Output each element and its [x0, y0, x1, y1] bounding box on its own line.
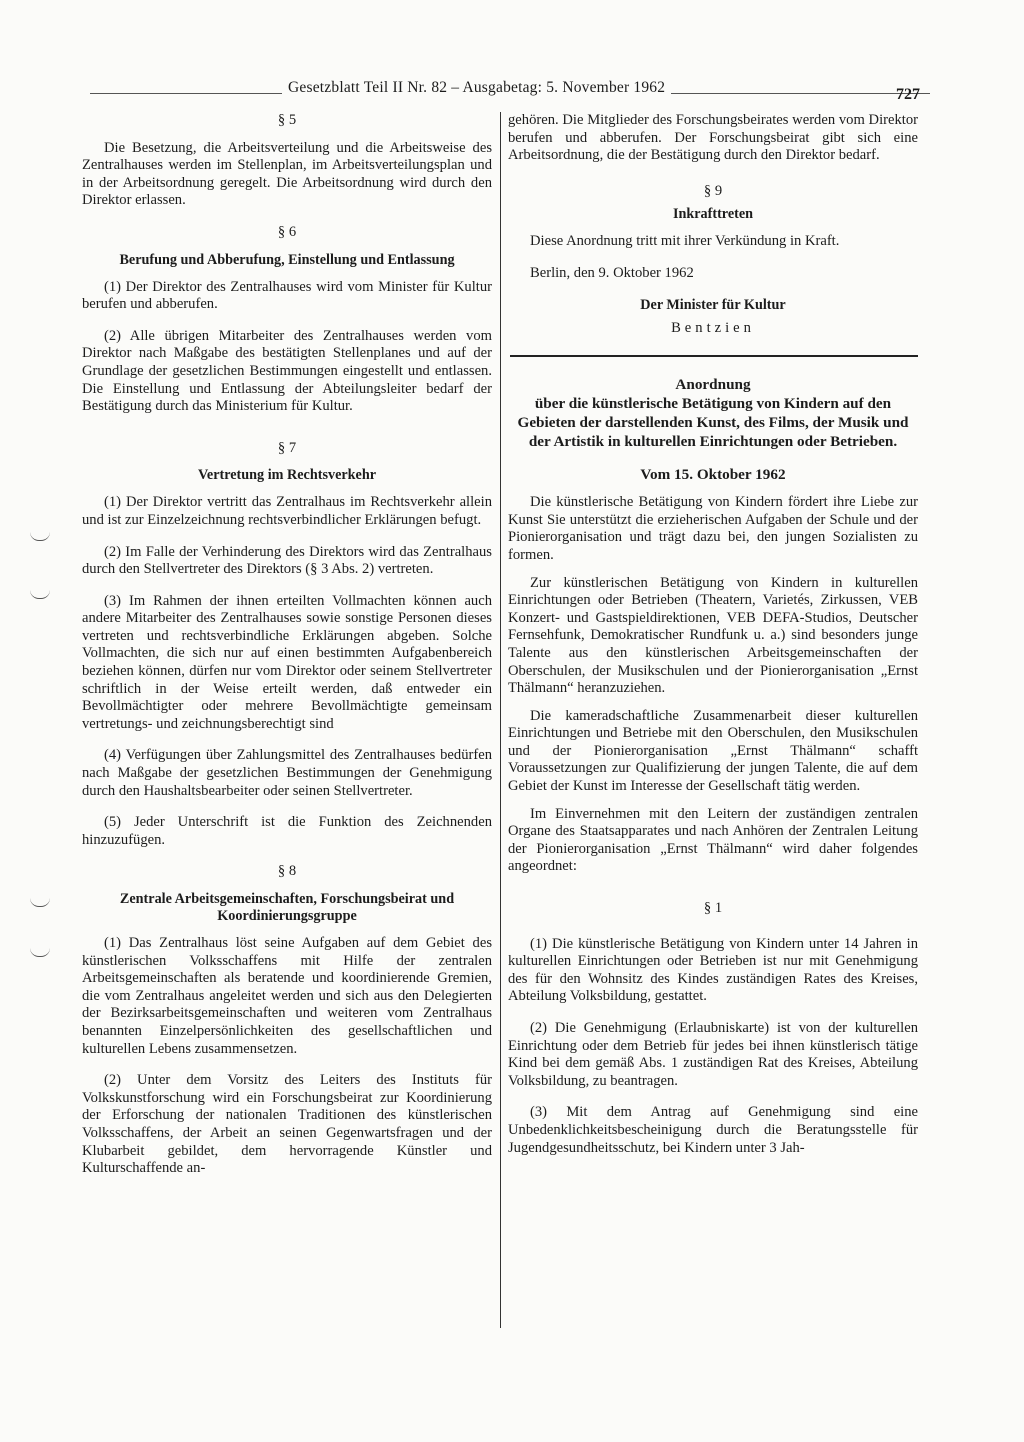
- header-text: Gesetzblatt Teil II Nr. 82 – Ausgabetag: 5. November 1962: [282, 79, 671, 97]
- page-number: 727: [896, 86, 920, 103]
- paragraph: Die Besetzung, die Arbeitsverteilung und die Arbeitsweise des Zentralhauses werden im Stellenplan, im Arbeitsverteilungsplan und in der Arbeitsordnung geregelt. Die Arbeitsordnung wird durch den Direktor erlassen.: [82, 139, 492, 209]
- section-title: § 7: [277, 439, 297, 456]
- paragraph: gehören. Die Mitglieder des Forschungsbeirates werden vom Direktor berufen und abberufen. Der Forschungsbeirat gibt sich eine Arbeitsordnung, die der Bestätigung durch den Direktor bedarf.: [508, 112, 918, 164]
- paragraph: (4) Verfügungen über Zahlungsmittel des Zentralhauses bedürfen nach Maßgabe der gesetzlichen Bestimmungen der Genehmigung durch den Haushaltsbearbeiter oder seinen Stellvertreter.: [82, 747, 492, 799]
- paragraph: Zur künstlerischen Betätigung von Kindern in kulturellen Einrichtungen oder Betrieben (Theatern, Varietés, Zirkussen, VEB Konzert- und Gastspieldirektionen, VEB DEFA-Studios, Deutscher Fernsehfunk, Demokratischer Rundfunk u. a.) sind besonders junge Talente aus den künstlerischen Arbeitsgemeinschaften der Oberschulen, der Musikschulen und der Pionierorganisation „Ernst Thälmann“ heranzuziehen.: [508, 574, 918, 697]
- paragraph: (3) Im Rahmen der ihnen erteilten Vollmachten können auch andere Mitarbeiter des Zentralhauses sowie sonstige Personen dieses vertreten und rechtsverbindliche Erklärungen abgeben. Solche Vollmachten, die sich nur auf einen bestimmten Aufgabenbereich beziehen können, dürfen nur vom Direktor oder seinem Stellvertreter schriftlich in der Weise erteilt werden, daß entweder ein Bevollmächtigter oder mehrere Bevollmächtigte gemeinsam vertretungs- und zeichnungsberechtigt sind: [82, 592, 492, 732]
- paragraph: (1) Der Direktor vertritt das Zentralhaus im Rechtsverkehr allein und ist zur Einzelzeichnung rechtsverbindlicher Erklärungen befugt.: [82, 494, 492, 528]
- section-title: § 9: [703, 182, 723, 199]
- paragraph: (3) Mit dem Antrag auf Genehmigung sind eine Unbedenklichkeitsbescheinigung durch die Beratungsstelle für Jugendgesundheitsschutz, bei Kindern unter 3 Jah-: [508, 1104, 918, 1156]
- paragraph: Diese Anordnung tritt mit ihrer Verkündung in Kraft.: [530, 233, 840, 250]
- section-title: § 8: [277, 863, 297, 880]
- paragraph: Die künstlerische Betätigung von Kindern fördert ihre Liebe zur Kunst Sie unterstützt die erzieherischen Aufgaben der Schule und der Pionierorganisation und trägt dazu bei, den jungen Sozialisten zu formen.: [508, 494, 918, 563]
- section-heading: Inkrafttreten: [672, 206, 754, 223]
- margin-mark: [30, 898, 50, 907]
- left-column: [82, 112, 492, 1178]
- paragraph: (5) Jeder Unterschrift ist die Funktion des Zeichnenden hinzuzufügen.: [82, 814, 492, 848]
- margin-mark: [30, 948, 50, 957]
- ordinance-date: Vom 15. Oktober 1962: [640, 466, 786, 484]
- column-divider: [500, 112, 501, 1328]
- section-title: § 5: [277, 112, 297, 128]
- paragraph: Im Einvernehmen mit den Leitern der zuständigen zentralen Organe des Staatsapparates und nach Anhören der Zentralen Leitung der Pionierorganisation „Ernst Thälmann“ wird daher folgendes angeordnet:: [508, 805, 918, 875]
- section-title: § 6: [277, 223, 297, 240]
- signer-title: Der Minister für Kultur: [640, 296, 786, 313]
- ordinance-title: Anordnung: [675, 376, 751, 394]
- section-heading: Zentrale Arbeitsgemeinschaften, Forschungsbeirat und Koordinierungsgruppe: [119, 891, 455, 924]
- section-heading: Vertretung im Rechtsverkehr: [197, 467, 377, 484]
- section-title: § 1: [703, 900, 723, 917]
- paragraph: Die kameradschaftliche Zusammenarbeit dieser kulturellen Einrichtungen und Betriebe mit den Oberschulen, den Musikschulen und der Pionierorganisation „Ernst Thälmann“ schafft Voraussetzungen zur Qualifizierung der jungen Talente, die auf dem Gebiet der Kunst im Interesse der Gesellschaft tätig werden.: [508, 707, 918, 795]
- paragraph: (1) Die künstlerische Betätigung von Kindern unter 14 Jahren in kulturellen Einrichtungen oder Betrieben ist nur mit Genehmigung des für den Wohnsitz des Kindes zuständigen Rates des Kreises, Abteilung Volksbildung, gestattet.: [508, 935, 918, 1005]
- paragraph: (2) Unter dem Vorsitz des Leiters des Instituts für Volkskunstforschung wird ein Forschungsbeirat zur Koordinierung der Erforschung der nationalen Traditionen des künstlerischen Volksschaffens, der Arbeit an seinen Gegenwartsfragen und der Klubarbeit gebildet, dem hervorragende Künstler und Kulturschaffende an-: [82, 1072, 492, 1177]
- right-column: [508, 112, 918, 1157]
- place-date: Berlin, den 9. Oktober 1962: [530, 264, 694, 281]
- ordinance-subtitle: über die künstlerische Betätigung von Kindern auf den Gebieten der darstellenden Kunst, des Films, der Musik und der Artistik in kulturellen Einrichtungen oder Betrieben.: [517, 395, 909, 451]
- paragraph: (2) Die Genehmigung (Erlaubniskarte) ist von der kulturellen Einrichtung oder dem Betrieb für jedes bei ihnen künstlerisch tätige Kind bei dem gemäß Abs. 1 zuständigen Rat des Kreises, Abteilung Volksbildung, zu beantragen.: [508, 1020, 918, 1089]
- section-heading: Berufung und Abberufung, Einstellung und Entlassung: [119, 251, 455, 268]
- paragraph: (1) Das Zentralhaus löst seine Aufgaben auf dem Gebiet des künstlerischen Volksschaffens mit Hilfe der zentralen Arbeitsgemeinschaften als beratende und koordinierende Gremien, die vom Zentralhaus angeleitet werden und sich aus den Delegierten der Bezirksarbeitsgemeinschaften und weiteren vom Zentralhaus benannten Einzelpersönlichkeiten des gesellschaftlichen und kulturellen Lebens zusammensetzen.: [82, 935, 492, 1057]
- paragraph: (2) Im Falle der Verhinderung des Direktors wird das Zentralhaus durch den Stellvertreter des Direktors (§ 3 Abs. 2) vertreten.: [82, 543, 492, 578]
- paragraph: (1) Der Direktor des Zentralhauses wird vom Minister für Kultur berufen und abberufen.: [82, 278, 492, 313]
- margin-mark: [30, 590, 50, 599]
- margin-mark: [30, 532, 50, 541]
- paragraph: (2) Alle übrigen Mitarbeiter des Zentralhauses werden vom Direktor nach Maßgabe des bestätigten Stellenplanes und auf der Grundlage der gesetzlichen Bestimmungen eingestellt und entlassen. Die Einstellung und Entlassung der Abteilungsleiter bedarf der Bestätigung durch das Ministerium für Kultur.: [82, 327, 492, 415]
- signer-name: Bentzien: [671, 319, 755, 336]
